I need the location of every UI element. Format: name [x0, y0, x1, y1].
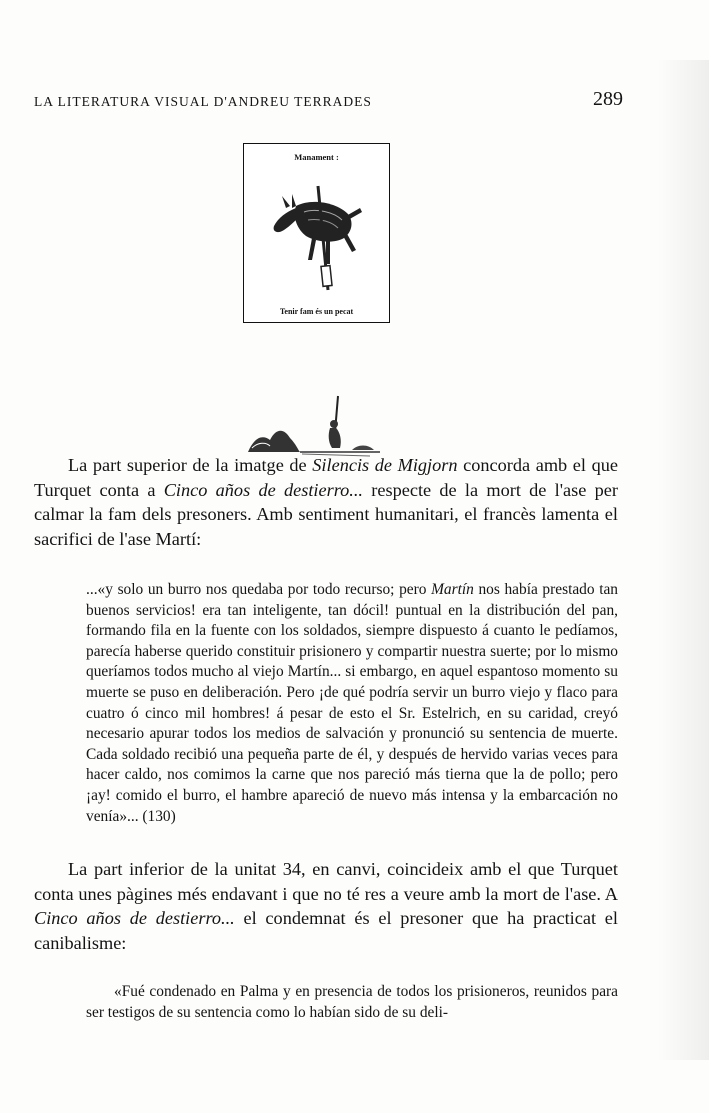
running-title: LA LITERATURA VISUAL D'ANDREU TERRADES — [34, 94, 372, 109]
paragraph-1 — [34, 453, 618, 551]
text-run: concorda amb el que Turquet conta a — [34, 455, 618, 500]
donkey-on-spit-illustration — [256, 168, 376, 298]
text-run: ...«y solo un burro nos quedaba por todo recurso; pero — [86, 581, 432, 598]
text-run: nos había prestado tan buenos servicios! era tan inteligente, tan dócil! puntual en la distribución del pan, formando fila en la fuente con los soldados, siempre dispuesto á cuanto le pedíamos, parecía haberse querido constituir prisionero y compartir nuestra suerte; por lo mismo queríamos todos mucho al viejo Martín... si embargo, en aquel espantoso momento su muerte se puso en deliberación. Pero ¡de qué podría servir un burro viejo y flaco para cuatro ó cinco mil hombres! á pesar de esto el Sr. Estelrich, en su caridad, creyó necesario apurar todos los medios de salvación y pronunció su sentencia de muerte. Cada soldado recibió una pequeña parte de él, y después de hervido varias veces para hacer caldo, nos comimos la carne que nos pareció más tierna que la de pollo; pero ¡ay! comido el burro, el hambre apareció de nuevo más intensa y la embarcación no venía»... (130) — [86, 581, 618, 825]
text-run: La part superior de la imatge de — [68, 455, 313, 475]
text-run: respecte de la mort de l'ase per calmar la fam dels presoners. Amb sentiment humanitari, el francès lamenta el sacrifici de l'ase Martí: — [34, 479, 619, 549]
figure-caption-bottom: Tenir fam és un pecat — [279, 307, 354, 316]
text-run: La part inferior de la unitat 34, en canvi, coincideix amb el que Turquet conta unes pàgines més endavant i que no té res a veure amb la mort de l'ase. A — [34, 859, 618, 904]
name-italic: Martín — [431, 581, 474, 598]
book-title-italic: Cinco años de destierro... — [34, 908, 235, 928]
page-edge-shadow — [657, 60, 709, 1060]
block-quote-2: «Fué condenado en Palma y en presencia de todos los prisioneros, reunidos para ser testigos de su sentencia como lo habían sido de su deli- — [86, 983, 618, 1021]
figure-caption-top: Manament : — [294, 152, 339, 162]
engraving-figure — [243, 143, 390, 323]
book-title-italic: Cinco años de destierro... — [163, 479, 364, 500]
block-quote-1 — [86, 580, 618, 827]
paragraph-2 — [34, 857, 618, 955]
text-run: el condemnat és el presoner que ha practicat el canibalisme: — [34, 908, 618, 953]
page-number: 289 — [593, 88, 623, 110]
book-title-italic: Silencis de Migjorn — [312, 455, 458, 475]
landscape-execution-vignette — [240, 388, 390, 458]
